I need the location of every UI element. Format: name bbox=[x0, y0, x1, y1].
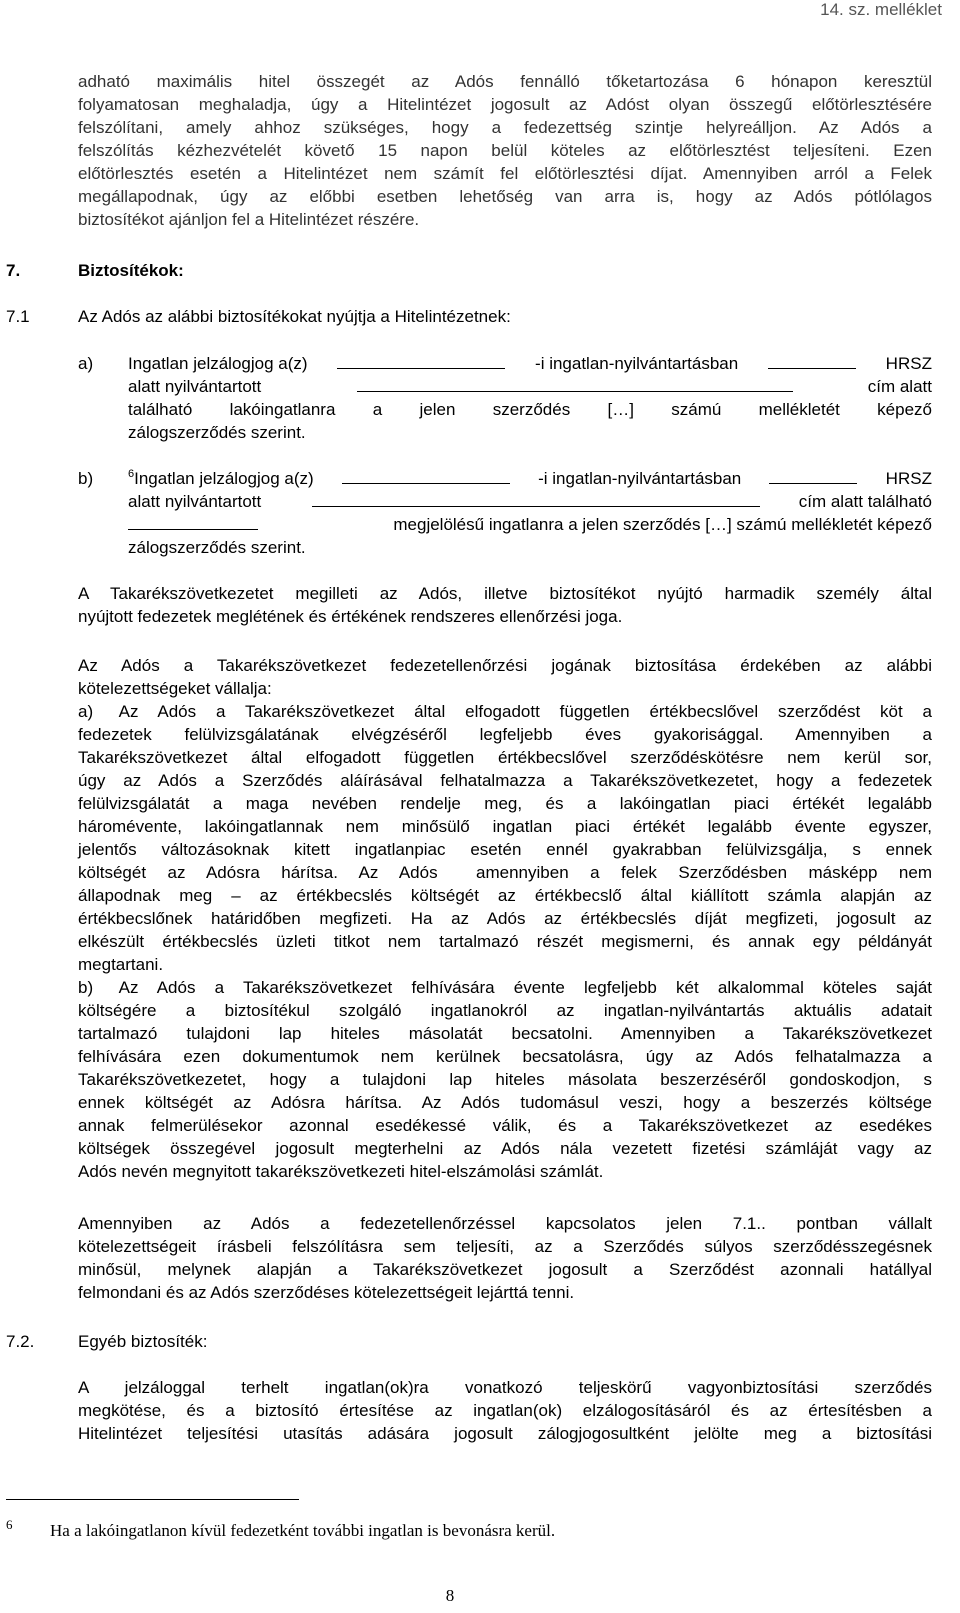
breach-paragraph bbox=[78, 1212, 932, 1304]
text-line: költségek összegével jogosult megterhelni az Adós nála vezetett fizetési számláját vagy az bbox=[78, 1139, 932, 1158]
text-line: a) Az Adós a Takarékszövetkezet által elfogadott független értékbecslővel szerződést köt a bbox=[78, 702, 932, 721]
text-line: b) Az Adós a Takarékszövetkezet felhívására évente legfeljebb két alkalommal köteles saját bbox=[78, 978, 932, 997]
text-line: Takarékszövetkezet által elfogadott független értékbecslővel szerződéskötésre nem kerül sor, bbox=[78, 748, 932, 767]
item-b-hrsz: HRSZ bbox=[885, 469, 932, 488]
text-line: felhívására ezen dokumentumok nem kerülnek becsatolásra, úgy az Adós felhatalmazza a bbox=[78, 1047, 932, 1066]
text-line: háromévente, lakóingatlannak nem minősülő ingatlan piaci értékét legalább évente egyszer, bbox=[78, 817, 932, 836]
text-line: költségére a biztosítékul szolgáló ingatlanokról az ingatlan-nyilvántartás aktuális adatait bbox=[78, 1001, 932, 1020]
text-line: adható maximális hitel összegét az Adós fennálló tőketartozása 6 hónapon keresztül bbox=[78, 72, 932, 91]
item-a-line2-end: cím alatt bbox=[867, 377, 932, 396]
item-a-line2-text: alatt nyilvántartott bbox=[128, 377, 262, 396]
text-line: úgy az Adós a Szerződés aláírásával felhatalmazza a Takarékszövetkezetet, hogy a fedezetek bbox=[78, 771, 932, 790]
footnote-ref[interactable]: 6 bbox=[128, 468, 135, 480]
text-line: biztosítékot ajánljon fel a Hitelintézet részére. bbox=[78, 210, 420, 229]
item-b-label: b) bbox=[78, 469, 94, 488]
annex-label: 14. sz. melléklet bbox=[820, 0, 942, 19]
section-7-1-number: 7.1 bbox=[6, 307, 30, 326]
settlement-field[interactable] bbox=[337, 353, 505, 369]
text-line: kötelezettségeket vállalja: bbox=[78, 679, 272, 698]
obligations-paragraph bbox=[78, 654, 932, 1183]
text-line: költségét az Adósra hárítsa. Az Adós amennyiben a felek Szerződésben másképp nem bbox=[78, 863, 932, 882]
address-field[interactable] bbox=[312, 491, 760, 507]
item-a-hrsz: HRSZ bbox=[885, 354, 932, 373]
footnote-divider bbox=[6, 1499, 299, 1500]
item-b-block bbox=[128, 467, 932, 559]
text-line: állapodnak meg – az értékbecslés költségét az értékbecslő által kiállított számla alapján az bbox=[78, 886, 932, 905]
text-line: jelentős változásoknak kitett ingatlanpiac esetén ennél gyakrabban felülvizsgálja, s ennek bbox=[78, 840, 932, 859]
intro-paragraph bbox=[78, 70, 932, 231]
text-line: A Takarékszövetkezetet megilleti az Adós, illetve biztosítékot nyújtó harmadik személy által bbox=[78, 584, 932, 603]
text-line: elkészült értékbecslés üzleti titkot nem tartalmazó részét megismerni, és annak egy példányát bbox=[78, 932, 932, 951]
text-line: folyamatosan meghaladja, úgy a Hitelintézet jogosult az Adóst olyan összegű előtörlesztésére bbox=[78, 95, 932, 114]
text-line: Takarékszövetkezetet, hogy a tulajdoni lap hiteles másolata beszerzéséről gondoskodjon, s bbox=[78, 1070, 932, 1089]
text-line: kötelezettségeit írásbeli felszólításra sem teljesíti, az a Szerződés súlyos szerződésszegésnek bbox=[78, 1237, 932, 1256]
footnote-text: Ha a lakóingatlanon kívül fedezetként további ingatlan is bevonásra kerül. bbox=[50, 1521, 556, 1540]
text-line: felülvizsgálatát a maga nevében rendelje meg, és a lakóingatlan piaci értékét legalább bbox=[78, 794, 932, 813]
text-line: ennek költségét az Adósra hárítsa. Az Adós tudomásul veszi, hogy a beszerzés költsége bbox=[78, 1093, 932, 1112]
text-line: minősül, melynek alapján a Takarékszövetkezet jogosult a Szerződést azonnali hatállyal bbox=[78, 1260, 932, 1279]
text-line: Hitelintézet teljesítési utasítás adására jogosult zálogjogosultként jelölte meg a biztosítási bbox=[78, 1424, 932, 1443]
section-7-2-number: 7.2. bbox=[6, 1332, 35, 1351]
item-a-block bbox=[128, 352, 932, 444]
text-line: felszólítani, amely ahhoz szükséges, hogy a fedezettség szintje helyreálljon. Az Adós a bbox=[78, 118, 932, 137]
text-line: A jelzáloggal terhelt ingatlan(ok)ra vonatkozó teljeskörű vagyonbiztosítási szerződés bbox=[78, 1378, 932, 1397]
item-a-label: a) bbox=[78, 354, 94, 373]
item-a-line4: zálogszerződés szerint. bbox=[128, 423, 306, 442]
item-a-line1-mid: -i ingatlan-nyilvántartásban bbox=[535, 354, 739, 373]
text-line: nyújtott fedezetek meglétének és értékének rendszeres ellenőrzési joga. bbox=[78, 607, 623, 626]
text-line: Amennyiben az Adós a fedezetellenőrzéssel kapcsolatos jelen 7.1.. pontban vállalt bbox=[78, 1214, 932, 1233]
hrsz-field[interactable] bbox=[769, 468, 857, 484]
text-line: megállapodnak, úgy az előbbi esetben lehetőség van arra is, hogy az Adós pótlólagos bbox=[78, 187, 932, 206]
settlement-field[interactable] bbox=[342, 468, 510, 484]
text-line: Az Adós a Takarékszövetkezet fedezetellenőrzési jogának biztosítása érdekében az alábbi bbox=[78, 656, 932, 675]
section-7-title: Biztosítékok: bbox=[78, 261, 184, 280]
text-line: annak felmerülésekor azonnal esedékessé válik, és a Takarékszövetkezet az esedékes bbox=[78, 1116, 932, 1135]
text-line: tartalmazó tulajdoni lap hiteles másolatát becsatolni. Amennyiben a Takarékszövetkezet bbox=[78, 1024, 932, 1043]
text-line: felmondani és az Adós szerződéses kötelezettségeit lejárttá tenni. bbox=[78, 1283, 575, 1302]
footnote-number: 6 bbox=[6, 1517, 13, 1532]
designation-field[interactable] bbox=[128, 514, 258, 530]
item-b-line1-text: Ingatlan jelzálogjog a(z) bbox=[134, 469, 314, 488]
text-line: megtartani. bbox=[78, 955, 164, 974]
text-line: megkötése, és a biztosító értesítése az ingatlan(ok) elzálogosításáról és az értesítésben a bbox=[78, 1401, 932, 1420]
hrsz-field[interactable] bbox=[768, 353, 856, 369]
item-b-line1-mid: -i ingatlan-nyilvántartásban bbox=[538, 469, 742, 488]
item-b-line2-end: cím alatt található bbox=[798, 492, 932, 511]
inspection-right-paragraph bbox=[78, 582, 932, 628]
item-a-line1-text: Ingatlan jelzálogjog a(z) bbox=[128, 354, 308, 373]
section-7-2-paragraph bbox=[78, 1376, 932, 1445]
item-b-line3: megjelölésű ingatlanra a jelen szerződés […] számú mellékletét képező bbox=[393, 515, 932, 534]
text-line: előtörlesztés esetén a Hitelintézet nem számít fel előtörlesztési díjat. Amennyiben arról a Felek bbox=[78, 164, 932, 183]
text-line: Adós nevén megnyitott takarékszövetkezeti hitel-elszámolási számlát. bbox=[78, 1162, 604, 1181]
text-line: felszólítás kézhezvételét követő 15 napon belül köteles az előtörlesztést teljesíteni. Ezen bbox=[78, 141, 932, 160]
section-7-1-intro: Az Adós az alábbi biztosítékokat nyújtja a Hitelintézetnek: bbox=[78, 307, 511, 326]
text-line: értékbecslőnek határidőben megfizeti. Ha az Adós az értékbecslés díját megfizeti, jogosult az bbox=[78, 909, 932, 928]
page-number: 8 bbox=[445, 1586, 455, 1605]
item-b-line2-text: alatt nyilvántartott bbox=[128, 492, 262, 511]
section-7-2-title: Egyéb biztosíték: bbox=[78, 1332, 208, 1351]
text-line: fedezetek felülvizsgálatának elvégzéséről legfeljebb éves gyakorisággal. Amennyiben a bbox=[78, 725, 932, 744]
address-field[interactable] bbox=[357, 376, 793, 392]
item-a-line3: található lakóingatlanra a jelen szerződés […] számú mellékletét képező bbox=[128, 400, 932, 419]
section-7-number: 7. bbox=[6, 261, 21, 280]
item-b-line4: zálogszerződés szerint. bbox=[128, 538, 306, 557]
